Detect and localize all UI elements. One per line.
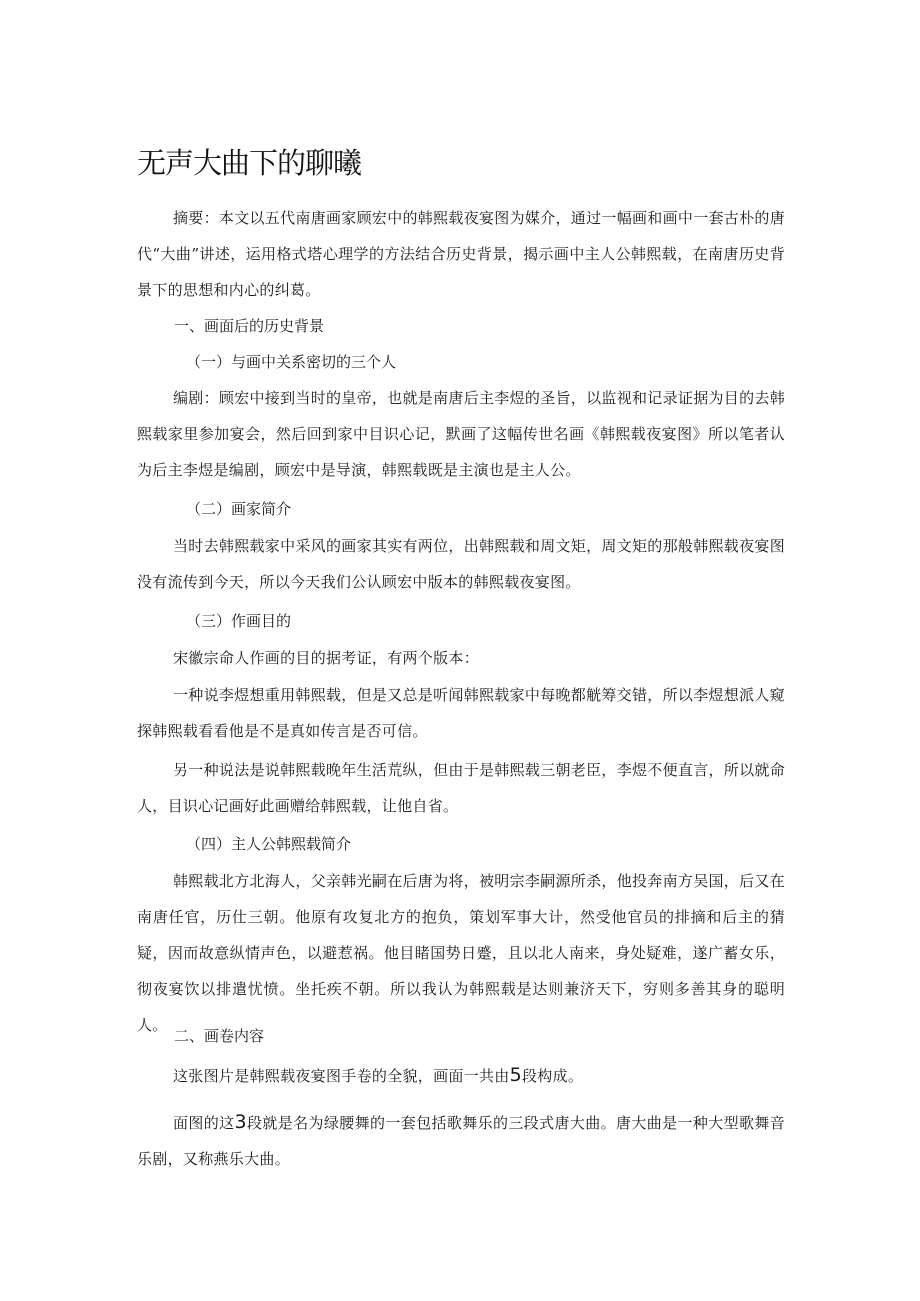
subsection-3-version-1: 一种说李煜想重用韩熙载，但是又总是听闻韩熙载家中每晚都觥筹交错，所以李煜想派人窥探韩熙载看看他是不是真如传言是否可信。 [137,686,786,740]
subsection-1-paragraph: 编剧：顾宏中接到当时的皇帝，也就是南唐后主李煜的圣旨，以监视和记录证据为目的去韩熙载家里参加宴会，然后回到家中目识心记，默画了这幅传世名画《韩熙载夜宴图》所以笔者认为后主李煜是编剧，顾宏中是导演，韩熙载既是主演也是主人公。 [137,389,786,479]
subsection-2-paragraph: 当时去韩熙载家中采风的画家其实有两位，出韩熙载和周文矩，周文矩的那般韩熙载夜宴图没有流传到今天，所以今天我们公认顾宏中版本的韩熙载夜宴图。 [137,537,786,591]
subsection-1-heading: （一）与画中关系密切的三个人 [186,353,397,371]
section-2-p1-text-after: 段构成。 [522,1067,584,1085]
section-2-p1-text-before: 这张图片是韩熙载夜宴图手卷的全貌，画面一共由 [173,1067,510,1085]
subsection-3-version-2: 另一种说法是说韩熙载晚年生活荒纵，但由于是韩熙载三朝老臣，李煜不便直言，所以就命人，目识心记画好此画赠给韩熙载，让他自省。 [137,761,786,815]
section-2-heading: 二、画卷内容 [174,1027,265,1045]
document-title: 无声大曲下的聊曦 [137,146,362,180]
subsection-2-heading: （二）画家简介 [186,500,292,518]
subsection-4-paragraph: 韩熙载北方北海人，父亲韩光嗣在后唐为将，被明宗李嗣源所杀，他投奔南方吴国，后又在南唐任官，历仕三朝。他原有攻复北方的抱负，策划军事大计，然受他官员的排摘和后主的猜疑，因而故意纵情声色，以避惹祸。他目睹国势日蹙，且以北人南来，身处疑难，遂广蓄女乐，彻夜宴饮以排遣忧愤。坐托疾不朝。所以我认为韩熙载是达则兼济天下，穷则多善其身的聪明人。 [137,872,786,1034]
subsection-3-intro: 宋徽宗命人作画的目的据考证，有两个版本： [173,649,480,667]
section-2-p2-text-after: 段就是名为绿腰舞的一套包括歌舞乐的三段式唐大曲。唐大曲是一种大型歌舞音乐剧，又称燕乐大曲。 [137,1114,785,1168]
section-2-paragraph-2 [137,1104,785,1177]
dance-segment-count: 3 [234,1111,247,1133]
section-2-paragraph-1 [137,1057,785,1094]
subsection-3-heading: （三）作画目的 [186,612,292,630]
subsection-4-heading: （四）主人公韩熙载简介 [186,835,352,853]
section-1-heading: 一、画面后的历史背景 [174,317,325,335]
abstract-paragraph: 摘要：本文以五代南唐画家顾宏中的韩熙载夜宴图为媒介，通过一幅画和画中一套古朴的唐代“大曲”讲述，运用格式塔心理学的方法结合历史背景，揭示画中主人公韩熙载，在南唐历史背景下的思想和内心的纠葛。 [137,209,786,299]
section-2-p2-text-before: 面图的这 [173,1114,235,1132]
segment-count: 5 [509,1064,522,1086]
